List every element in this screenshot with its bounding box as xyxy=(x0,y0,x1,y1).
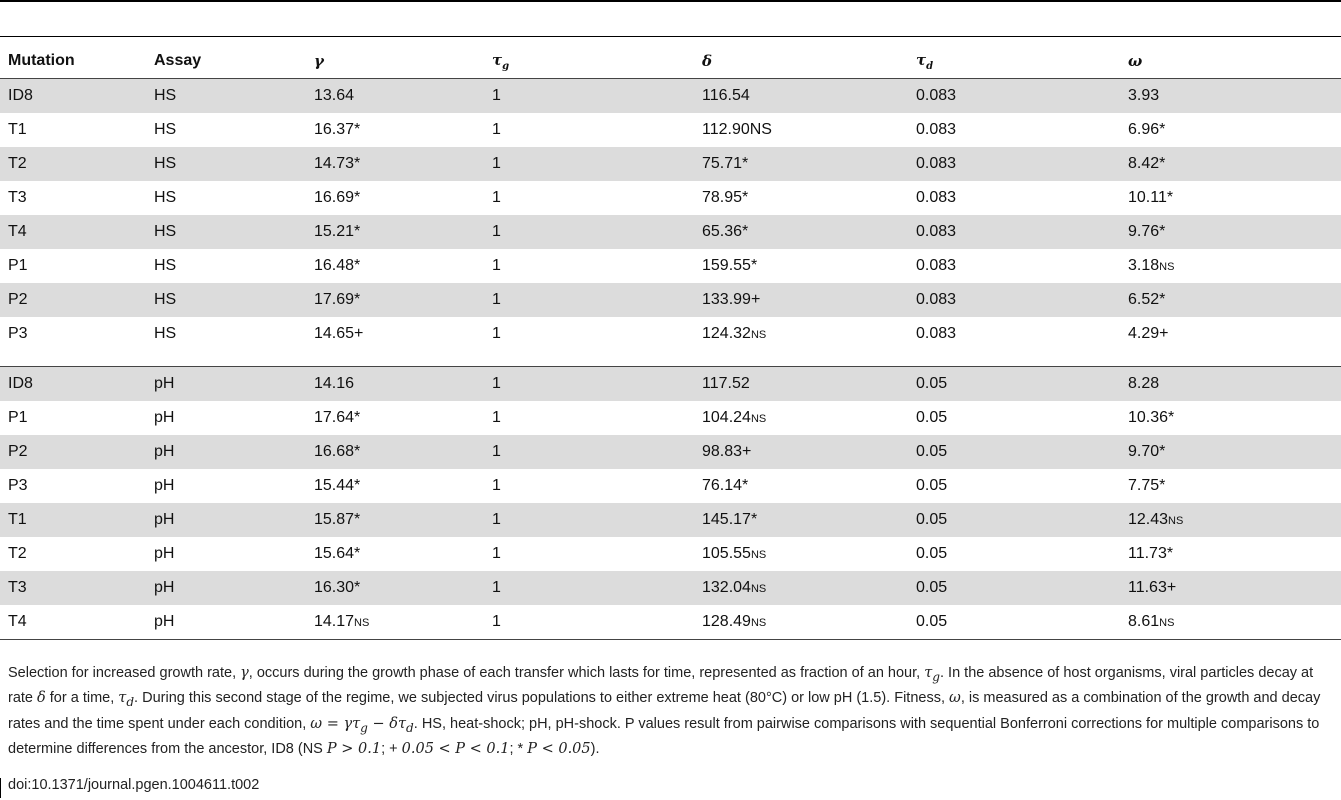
cell-assay: pH xyxy=(146,435,306,469)
cell-omega: 9.76* xyxy=(1120,215,1341,249)
cell-mutation: ID8 xyxy=(0,367,146,402)
table-header-row xyxy=(0,44,1341,79)
cell-assay: HS xyxy=(146,147,306,181)
cell-assay: HS xyxy=(154,325,177,342)
cell-delta: 133.99+ xyxy=(694,283,908,317)
cell-tau-g: 1 xyxy=(484,435,694,469)
cell-mutation: T2 xyxy=(8,545,27,562)
cell-omega: 6.52* xyxy=(1120,283,1341,317)
cell-mutation: T3 xyxy=(8,189,27,206)
table-row xyxy=(0,401,1341,435)
significance-marker: NS xyxy=(750,413,767,425)
cell-omega: 4.29+ xyxy=(1128,325,1169,342)
cell-tau-g: 1 xyxy=(492,121,501,138)
table-row xyxy=(0,571,1341,605)
cell-omega: 8.28 xyxy=(1120,367,1341,402)
header-tau-d: $\tau_d$ xyxy=(916,50,934,72)
cell-tau-g: 1 xyxy=(484,605,694,640)
cell-omega: 8.42* xyxy=(1120,147,1341,181)
doi-text: doi:10.1371/journal.pgen.1004611.t002 xyxy=(8,777,260,793)
cell-tau-g: 1 xyxy=(492,409,501,426)
cell-tau-g: 1 xyxy=(492,325,501,342)
cell-delta: 124.32NS xyxy=(702,325,767,342)
cell-gamma: 15.64* xyxy=(314,545,361,562)
cell-gamma: 17.69* xyxy=(306,283,484,317)
cell-delta: 76.14* xyxy=(702,477,749,494)
table-row xyxy=(0,469,1341,503)
cell-omega: 11.63+ xyxy=(1120,571,1341,605)
cell-tau-g: 1 xyxy=(484,367,694,402)
cell-tau-g: 1 xyxy=(484,283,694,317)
cell-delta: 112.90NS xyxy=(702,121,772,138)
cell-tau-d: 0.083 xyxy=(916,257,957,274)
table-row xyxy=(0,215,1341,249)
cell-tau-g: 1 xyxy=(492,545,501,562)
significance-marker: NS xyxy=(750,549,767,561)
cell-tau-d: 0.05 xyxy=(908,435,1120,469)
cell-mutation: P1 xyxy=(8,409,28,426)
cell-assay: pH xyxy=(154,477,175,494)
cell-assay: pH xyxy=(154,545,175,562)
cell-tau-d: 0.05 xyxy=(908,367,1120,402)
cell-tau-d: 0.05 xyxy=(908,605,1120,640)
cell-omega: 12.43NS xyxy=(1120,503,1341,537)
header-delta: δ xyxy=(702,51,713,70)
table-row xyxy=(0,249,1341,283)
cell-delta: 159.55* xyxy=(702,257,758,274)
cell-assay: pH xyxy=(154,409,175,426)
cell-gamma: 13.64 xyxy=(306,79,484,114)
cell-tau-d: 0.083 xyxy=(908,283,1120,317)
cell-gamma: 15.87* xyxy=(306,503,484,537)
cell-omega: 10.36* xyxy=(1128,409,1175,426)
cell-delta: 78.95* xyxy=(702,189,749,206)
table-body xyxy=(0,79,1341,640)
cell-gamma: 15.21* xyxy=(306,215,484,249)
cell-tau-g: 1 xyxy=(484,503,694,537)
cell-mutation: P3 xyxy=(8,477,28,494)
cell-assay: pH xyxy=(146,605,306,640)
cell-assay: HS xyxy=(146,215,306,249)
cell-tau-d: 0.05 xyxy=(908,571,1120,605)
cell-mutation: P1 xyxy=(8,257,28,274)
cell-mutation: P2 xyxy=(0,435,146,469)
significance-marker: NS xyxy=(1159,261,1175,273)
cell-tau-g: 1 xyxy=(484,571,694,605)
cell-assay: HS xyxy=(146,79,306,114)
cell-tau-g: 1 xyxy=(484,215,694,249)
cell-gamma: 16.68* xyxy=(306,435,484,469)
cell-tau-g: 1 xyxy=(484,79,694,114)
cell-assay: pH xyxy=(146,571,306,605)
cell-assay: HS xyxy=(154,121,177,138)
cell-mutation: P2 xyxy=(0,283,146,317)
cell-assay: pH xyxy=(146,367,306,402)
cell-tau-d: 0.083 xyxy=(908,215,1120,249)
significance-marker: NS xyxy=(1168,515,1184,527)
cell-assay: pH xyxy=(146,503,306,537)
table-row xyxy=(0,147,1341,181)
cell-tau-g: 1 xyxy=(492,189,501,206)
cell-omega: 10.11* xyxy=(1128,189,1174,206)
cell-gamma: 17.64* xyxy=(314,409,361,426)
cell-delta: 98.83+ xyxy=(694,435,908,469)
cell-mutation: ID8 xyxy=(0,79,146,114)
table-row xyxy=(0,605,1341,640)
header-omega: ω xyxy=(1128,51,1143,70)
table-row xyxy=(0,503,1341,537)
group-spacer xyxy=(0,351,1341,367)
table-row xyxy=(0,435,1341,469)
significance-marker: NS xyxy=(750,617,767,629)
cell-gamma: 16.37* xyxy=(314,121,361,138)
cell-delta: 104.24NS xyxy=(702,409,767,426)
header-rule xyxy=(0,36,1341,37)
significance-marker: NS xyxy=(1159,617,1175,629)
cell-gamma: 14.17NS xyxy=(306,605,484,640)
cell-delta: 132.04NS xyxy=(694,571,908,605)
results-table xyxy=(0,44,1341,640)
cell-omega: 6.96* xyxy=(1128,121,1166,138)
cell-omega: 3.93 xyxy=(1120,79,1341,114)
cell-tau-d: 0.083 xyxy=(908,79,1120,114)
header-mutation: Mutation xyxy=(8,52,75,69)
cell-mutation: T4 xyxy=(0,605,146,640)
cell-delta: 117.52 xyxy=(694,367,908,402)
cell-omega: 11.73* xyxy=(1128,545,1174,562)
cell-mutation: T1 xyxy=(8,121,27,138)
table-row xyxy=(0,113,1341,147)
cell-tau-g: 1 xyxy=(492,257,501,274)
cell-omega: 7.75* xyxy=(1128,477,1166,494)
cell-tau-d: 0.05 xyxy=(916,409,948,426)
cell-gamma: 16.48* xyxy=(314,257,361,274)
cell-tau-d: 0.083 xyxy=(908,147,1120,181)
cell-gamma: 14.73* xyxy=(306,147,484,181)
cell-gamma: 15.44* xyxy=(314,477,361,494)
cell-tau-d: 0.083 xyxy=(916,189,957,206)
cell-assay: HS xyxy=(154,189,177,206)
cell-gamma: 14.16 xyxy=(306,367,484,402)
cell-gamma: 14.65+ xyxy=(314,325,364,342)
cell-mutation: T1 xyxy=(0,503,146,537)
cell-delta: 75.71* xyxy=(694,147,908,181)
cell-tau-d: 0.05 xyxy=(908,503,1120,537)
cell-omega: 3.18NS xyxy=(1128,257,1175,274)
significance-marker: NS xyxy=(354,617,370,629)
cell-tau-d: 0.083 xyxy=(916,121,957,138)
cell-omega: 8.61NS xyxy=(1120,605,1341,640)
cell-delta: 105.55NS xyxy=(702,545,767,562)
significance-marker: NS xyxy=(750,583,767,595)
table-row xyxy=(0,181,1341,215)
cell-tau-d: 0.083 xyxy=(916,325,957,342)
cell-omega: 9.70* xyxy=(1120,435,1341,469)
cell-tau-d: 0.05 xyxy=(916,545,948,562)
cell-mutation: T3 xyxy=(0,571,146,605)
cell-gamma: 16.69* xyxy=(314,189,361,206)
header-gamma: γ xyxy=(314,51,324,70)
top-rule xyxy=(0,0,1341,2)
table-row xyxy=(0,317,1341,351)
table-footnote: Selection for increased growth rate, γ, occurs during the growth phase of each transfer which lasts for time, represented as fraction of an hour, $\tau_g$. In the absence of host organisms, viral particles decay at rate δ for a time, $\tau_d$. During this second stage of the regime, we subjected virus populations to either extreme heat (80°C) or low pH (1.5). Fitness, ω, is measured as a combination of the growth and decay rates and the time spent under each condition, $\omega = \gamma\tau_g - \delta\tau_d$. HS, heat-shock; pH, pH-shock. P values result from pairwise comparisons with sequential Bonferroni corrections for multiple comparisons to determine differences from the ancestor, ID8 (NS P > 0.1; + 0.05 < P < 0.1; * P < 0.05). xyxy=(8,665,1321,758)
cell-mutation: P3 xyxy=(8,325,28,342)
header-tau-g: $\tau_g$ xyxy=(492,50,510,72)
table-row xyxy=(0,283,1341,317)
cell-tau-g: 1 xyxy=(484,147,694,181)
cell-delta: 128.49NS xyxy=(694,605,908,640)
cell-mutation: T4 xyxy=(0,215,146,249)
cell-delta: 145.17* xyxy=(694,503,908,537)
cell-assay: HS xyxy=(154,257,177,274)
cell-delta: 65.36* xyxy=(694,215,908,249)
cell-delta: 116.54 xyxy=(694,79,908,114)
significance-marker: NS xyxy=(750,329,767,341)
cell-mutation: T2 xyxy=(0,147,146,181)
cell-tau-g: 1 xyxy=(492,477,501,494)
table-row xyxy=(0,79,1341,114)
cell-gamma: 16.30* xyxy=(306,571,484,605)
table-row xyxy=(0,537,1341,571)
doi-left-rule xyxy=(0,778,1,798)
cell-assay: HS xyxy=(146,283,306,317)
table-row xyxy=(0,367,1341,402)
header-assay: Assay xyxy=(154,52,202,69)
cell-tau-d: 0.05 xyxy=(916,477,948,494)
